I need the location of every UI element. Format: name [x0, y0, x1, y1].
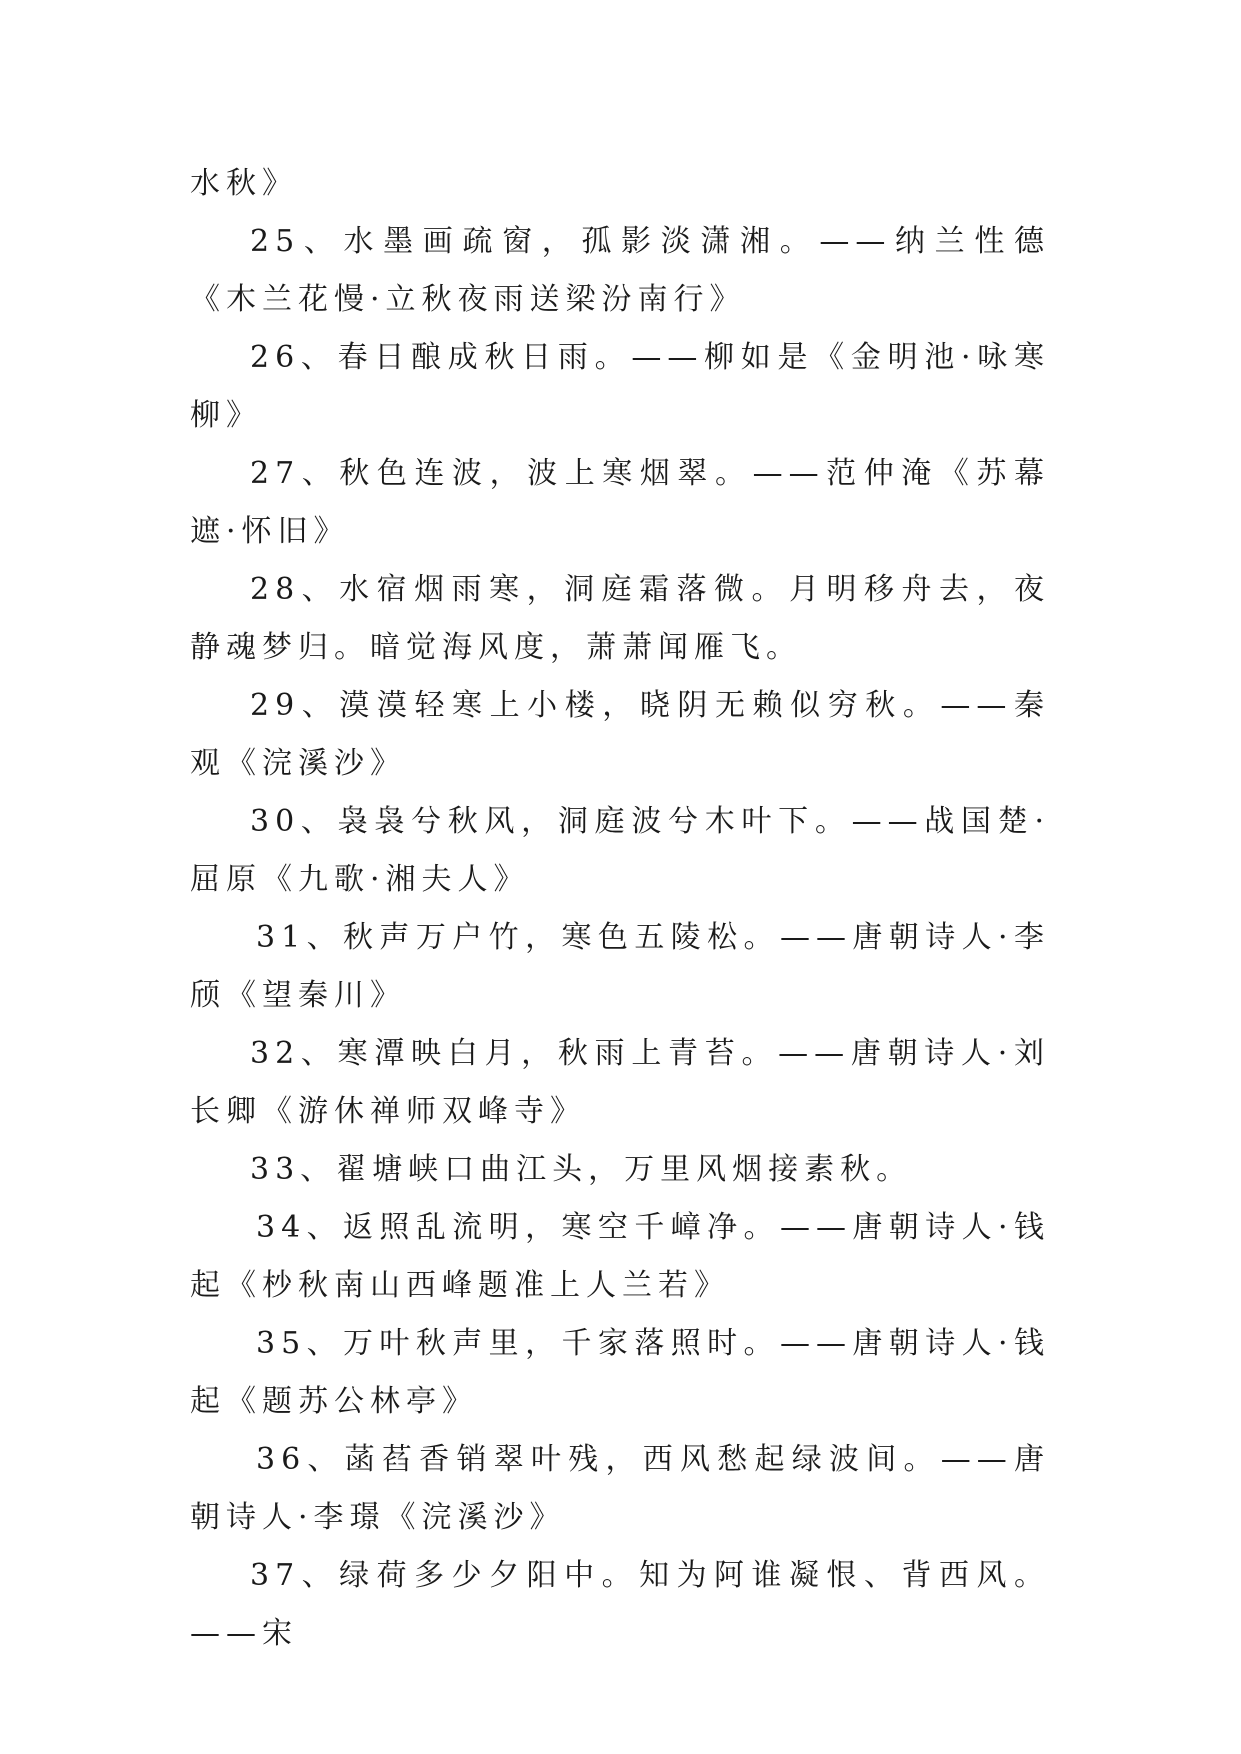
- poem-item-35: 35、万叶秋声里，千家落照时。——唐朝诗人·钱起《题苏公林亭》: [190, 1326, 1050, 1419]
- paragraph-continuation: 水秋》: [190, 166, 298, 201]
- poem-item-32: 32、寒潭映白月，秋雨上青苔。——唐朝诗人·刘长卿《游休禅师双峰寺》: [190, 1036, 1050, 1129]
- poem-item-30: 30、袅袅兮秋风，洞庭波兮木叶下。——战国楚·屈原《九歌·湘夫人》: [190, 804, 1050, 897]
- poem-item-34: 34、返照乱流明，寒空千嶂净。——唐朝诗人·钱起《杪秋南山西峰题准上人兰若》: [190, 1210, 1050, 1303]
- poem-item-31: 31、秋声万户竹，寒色五陵松。——唐朝诗人·李颀《望秦川》: [190, 920, 1050, 1013]
- poem-item-33: 33、翟塘峡口曲江头，万里风烟接素秋。: [250, 1152, 913, 1187]
- poem-item-27: 27、秋色连波，波上寒烟翠。——范仲淹《苏幕遮·怀旧》: [190, 456, 1050, 549]
- poem-item-37: 37、绿荷多少夕阳中。知为阿谁凝恨、背西风。——宋: [190, 1558, 1050, 1651]
- poem-list: [190, 155, 1050, 1663]
- poem-item-29: 29、漠漠轻寒上小楼，晓阴无赖似穷秋。——秦观《浣溪沙》: [190, 688, 1050, 781]
- poem-item-26: 26、春日酿成秋日雨。——柳如是《金明池·咏寒柳》: [190, 340, 1050, 433]
- poem-item-36: 36、菡萏香销翠叶残，西风愁起绿波间。——唐朝诗人·李璟《浣溪沙》: [190, 1442, 1050, 1535]
- poem-item-25: 25、水墨画疏窗，孤影淡潇湘。——纳兰性德《木兰花慢·立秋夜雨送梁汾南行》: [190, 224, 1050, 317]
- poem-item-28: 28、水宿烟雨寒，洞庭霜落微。月明移舟去，夜静魂梦归。暗觉海风度，萧萧闻雁飞。: [190, 572, 1050, 665]
